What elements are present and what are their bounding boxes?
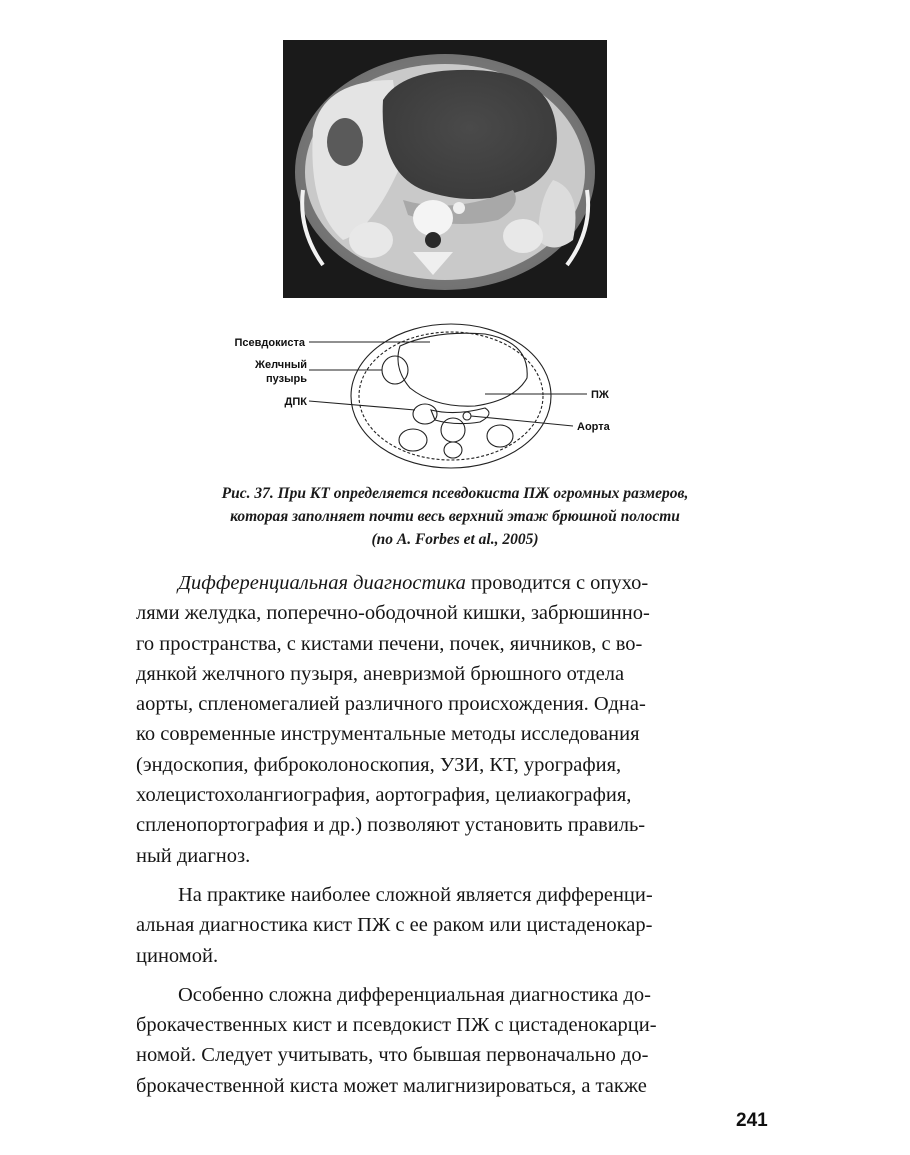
text-line: На практике наиболее сложной является дифференци- — [178, 883, 653, 906]
text-line: ко современные инструментальные методы исследования — [136, 723, 640, 746]
page-number: 241 — [736, 1110, 768, 1131]
text-line: Дифференциальная диагностика проводится с опухо- — [136, 568, 776, 598]
label-pzh: ПЖ — [591, 389, 609, 401]
paragraph — [136, 880, 776, 971]
emphasis-term: Дифференциальная диагностика — [178, 572, 466, 594]
caption-line: Рис. 37. При КТ определяется псевдокиста ПЖ огромных размеров, — [221, 485, 689, 502]
figure-caption — [120, 482, 790, 551]
schematic-diagram — [195, 318, 655, 476]
body-text — [136, 568, 776, 1110]
ct-scan-graphic — [283, 40, 607, 298]
text-line: номой. Следует учитывать, что бывшая первоначально до- — [136, 1044, 649, 1067]
text-line: холецистохолангиография, аортография, целиакография, — [136, 784, 632, 807]
paragraph — [136, 980, 776, 1101]
text-line: Особенно сложна дифференциальная диагностика до- — [178, 983, 651, 1006]
text-line: брокачественной киста может малигнизироваться, а также — [136, 1074, 647, 1097]
label-gallbladder-2: пузырь — [266, 373, 307, 385]
text-line: аорты, спленомегалией различного происхождения. Однa- — [136, 693, 646, 716]
caption-line: (по A. Forbes et al., 2005) — [371, 531, 539, 548]
text-line: ный диагноз. — [136, 844, 251, 867]
label-dpk: ДПК — [284, 396, 307, 408]
text-line: дянкой желчного пузыря, аневризмой брюшного отдела — [136, 662, 625, 685]
text-line: (эндоскопия, фиброколоноскопия, УЗИ, КТ, урография, — [136, 753, 622, 776]
text-line: циномой. — [136, 944, 219, 967]
diagram-svg — [195, 318, 655, 476]
text-line: альная диагностика кист ПЖ с ее раком или цистаденокар- — [136, 914, 653, 937]
text-line: го пространства, с кистами печени, почек, яичников, с во- — [136, 632, 643, 655]
ct-scan-image — [283, 40, 607, 298]
text-line: брокачественных кист и псевдокист ПЖ с цистаденокарци- — [136, 1014, 657, 1037]
caption-line: которая заполняет почти весь верхний этаж брюшной полости — [230, 508, 680, 525]
label-aorta: Аорта — [577, 421, 610, 433]
text-line: спленопортография и др.) позволяют установить правиль- — [136, 814, 646, 837]
paragraph — [136, 568, 776, 871]
label-gallbladder-1: Желчный — [255, 359, 307, 371]
text-line: лями желудка, поперечно-ободочной кишки, забрюшинно- — [136, 602, 650, 625]
label-pseudocyst: Псевдокиста — [234, 337, 305, 349]
